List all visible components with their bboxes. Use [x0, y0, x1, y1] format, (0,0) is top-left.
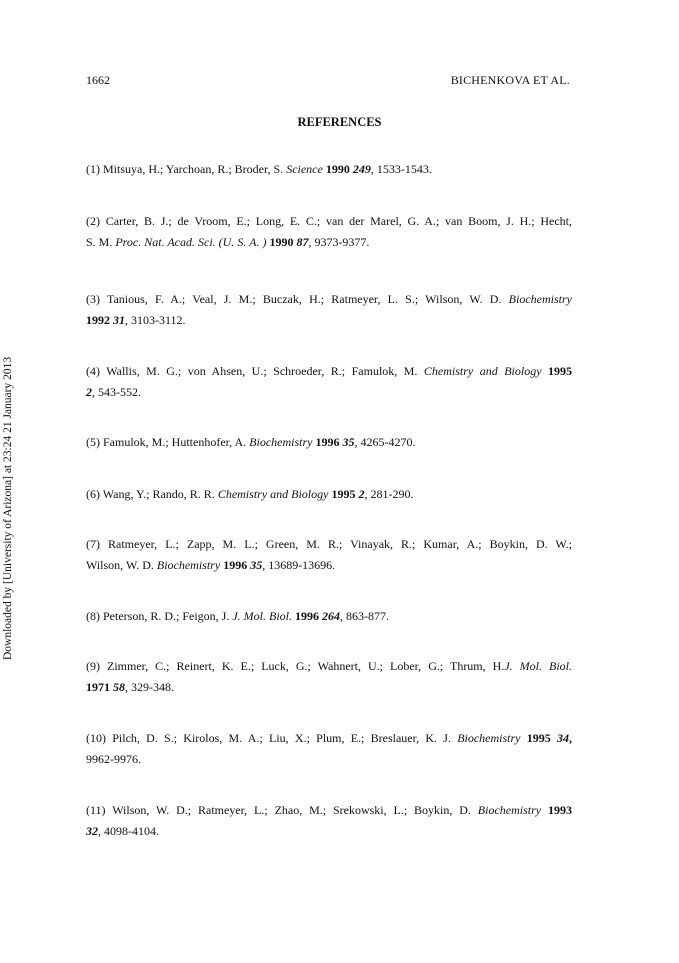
reference-text-segment: , 863-877. — [339, 609, 389, 623]
reference-ref-5 — [86, 432, 572, 453]
reference-text-segment: 31 — [113, 313, 125, 327]
reference-text-segment: 1996 — [220, 558, 251, 572]
reference-ref-7 — [86, 534, 572, 576]
reference-text-segment: (11) Wilson, W. D.; Ratmeyer, L.; Zhao, M.; Srekowski, L.; Boykin, D. — [86, 803, 478, 817]
reference-line — [86, 382, 572, 403]
reference-text-segment: Chemistry and Biology — [217, 487, 329, 501]
reference-text-segment: 1995 — [520, 731, 557, 745]
reference-text-segment: (3) Tanious, F. A.; Veal, J. M.; Buczak, H.; Ratmeyer, L. S.; Wilson, W. D. — [86, 292, 509, 306]
reference-text-segment: , 1533-1543. — [370, 162, 432, 176]
reference-text-segment: (9) Zimmer, C.; Reinert, K. E.; Luck, G.; Wahnert, U.; Lober, G.; Thrum, H. — [86, 659, 505, 673]
reference-text-segment: , 543-552. — [92, 385, 141, 399]
reference-ref-9 — [86, 656, 572, 698]
reference-text-segment: 35 — [250, 558, 263, 572]
reference-line — [86, 800, 572, 821]
reference-text-segment: J. Mol. Biol. — [232, 609, 292, 623]
reference-line — [86, 232, 572, 253]
reference-line — [86, 289, 572, 310]
reference-text-segment: , 4098-4104. — [98, 824, 159, 838]
reference-text-segment: 1995 — [541, 364, 573, 378]
reference-ref-6 — [86, 484, 572, 505]
reference-text-segment: (5) Famulok, M.; Huttenhofer, A. — [86, 435, 250, 449]
reference-text-segment: Biochemistry — [249, 435, 313, 449]
reference-line — [86, 728, 572, 749]
reference-text-segment: 1971 — [86, 680, 113, 694]
reference-text-segment: Chemistry and Biology — [423, 364, 542, 378]
reference-line — [86, 656, 572, 677]
page-number: 1662 — [86, 73, 110, 87]
reference-text-segment: 249 — [352, 162, 371, 176]
reference-line — [86, 432, 572, 453]
reference-text-segment: 35 — [342, 435, 355, 449]
reference-text-segment: (8) Peterson, R. D.; Feigon, J. — [86, 609, 233, 623]
reference-text-segment: 34 — [557, 731, 569, 745]
reference-text-segment: 2 — [358, 487, 365, 501]
reference-text-segment: Proc. Nat. Acad. Sci. (U. S. A. ) — [115, 235, 267, 249]
reference-text-segment: , 13689-13696. — [262, 558, 336, 572]
reference-text-segment: , 9373-9377. — [308, 235, 370, 249]
reference-line — [86, 484, 572, 505]
reference-text-segment: 2 — [86, 385, 92, 399]
reference-text-segment: (6) Wang, Y.; Rando, R. R. — [86, 487, 218, 501]
reference-text-segment: 1995 — [328, 487, 359, 501]
reference-text-segment: , 4265-4270. — [354, 435, 416, 449]
reference-text-segment: 1992 — [86, 313, 113, 327]
reference-text-segment: 1990 — [322, 162, 353, 176]
reference-text-segment: (7) Ratmeyer, L.; Zapp, M. L.; Green, M. R.; Vinayak, R.; Kumar, A.; Boykin, D. W.; — [86, 537, 572, 551]
reference-text-segment: , 329-348. — [125, 680, 174, 694]
reference-text-segment: (10) Pilch, D. S.; Kirolos, M. A.; Liu, X.; Plum, E.; Breslauer, K. J. — [86, 731, 458, 745]
reference-line — [86, 534, 572, 555]
reference-text-segment: 1990 — [266, 235, 297, 249]
reference-line — [86, 159, 572, 180]
reference-text-segment: 1996 — [291, 609, 322, 623]
reference-text-segment: Biochemistry — [508, 292, 572, 306]
section-title: REFERENCES — [297, 115, 382, 129]
reference-text-segment: 58 — [113, 680, 125, 694]
reference-line — [86, 749, 572, 770]
reference-text-segment: 264 — [321, 609, 340, 623]
reference-text-segment: (4) Wallis, M. G.; von Ahsen, U.; Schroeder, R.; Famulok, M. — [86, 364, 424, 378]
reference-text-segment: Science — [286, 162, 323, 176]
reference-ref-1 — [86, 159, 572, 180]
reference-line — [86, 211, 572, 232]
reference-line — [86, 555, 572, 576]
reference-text-segment: , 3103-3112. — [125, 313, 186, 327]
reference-text-segment: Biochemistry — [156, 558, 221, 572]
reference-text-segment: (1) Mitsuya, H.; Yarchoan, R.; Broder, S. — [86, 162, 287, 176]
reference-ref-4 — [86, 361, 572, 403]
reference-text-segment: 32 — [86, 824, 98, 838]
reference-text-segment: Wilson, W. D. — [86, 558, 157, 572]
download-notice: Downloaded by [University of Arizona] at 23:24 21 January 2013 — [2, 356, 14, 660]
reference-ref-10 — [86, 728, 572, 770]
reference-ref-2 — [86, 211, 572, 253]
reference-text-segment: 1996 — [312, 435, 343, 449]
reference-line — [86, 310, 572, 331]
reference-line — [86, 677, 572, 698]
reference-text-segment: (2) Carter, B. J.; de Vroom, E.; Long, E. C.; van der Marel, G. A.; van Boom, J. H.; Hecht, — [86, 214, 572, 228]
reference-line — [86, 821, 572, 842]
reference-text-segment: Biochemistry — [457, 731, 521, 745]
reference-line — [86, 606, 572, 627]
reference-text-segment: J. Mol. Biol. — [504, 659, 572, 673]
reference-text-segment: 87 — [296, 235, 309, 249]
reference-text-segment: S. M. — [86, 235, 116, 249]
reference-text-segment: Biochemistry — [477, 803, 542, 817]
reference-ref-11 — [86, 800, 572, 842]
reference-ref-3 — [86, 289, 572, 331]
reference-text-segment: 9962-9976. — [86, 752, 141, 766]
reference-ref-8 — [86, 606, 572, 627]
reference-text-segment: 1993 — [541, 803, 572, 817]
running-head: BICHENKOVA ET AL. — [450, 73, 570, 87]
reference-line — [86, 361, 572, 382]
reference-text-segment: , 281-290. — [364, 487, 414, 501]
reference-text-segment: , — [569, 731, 572, 745]
